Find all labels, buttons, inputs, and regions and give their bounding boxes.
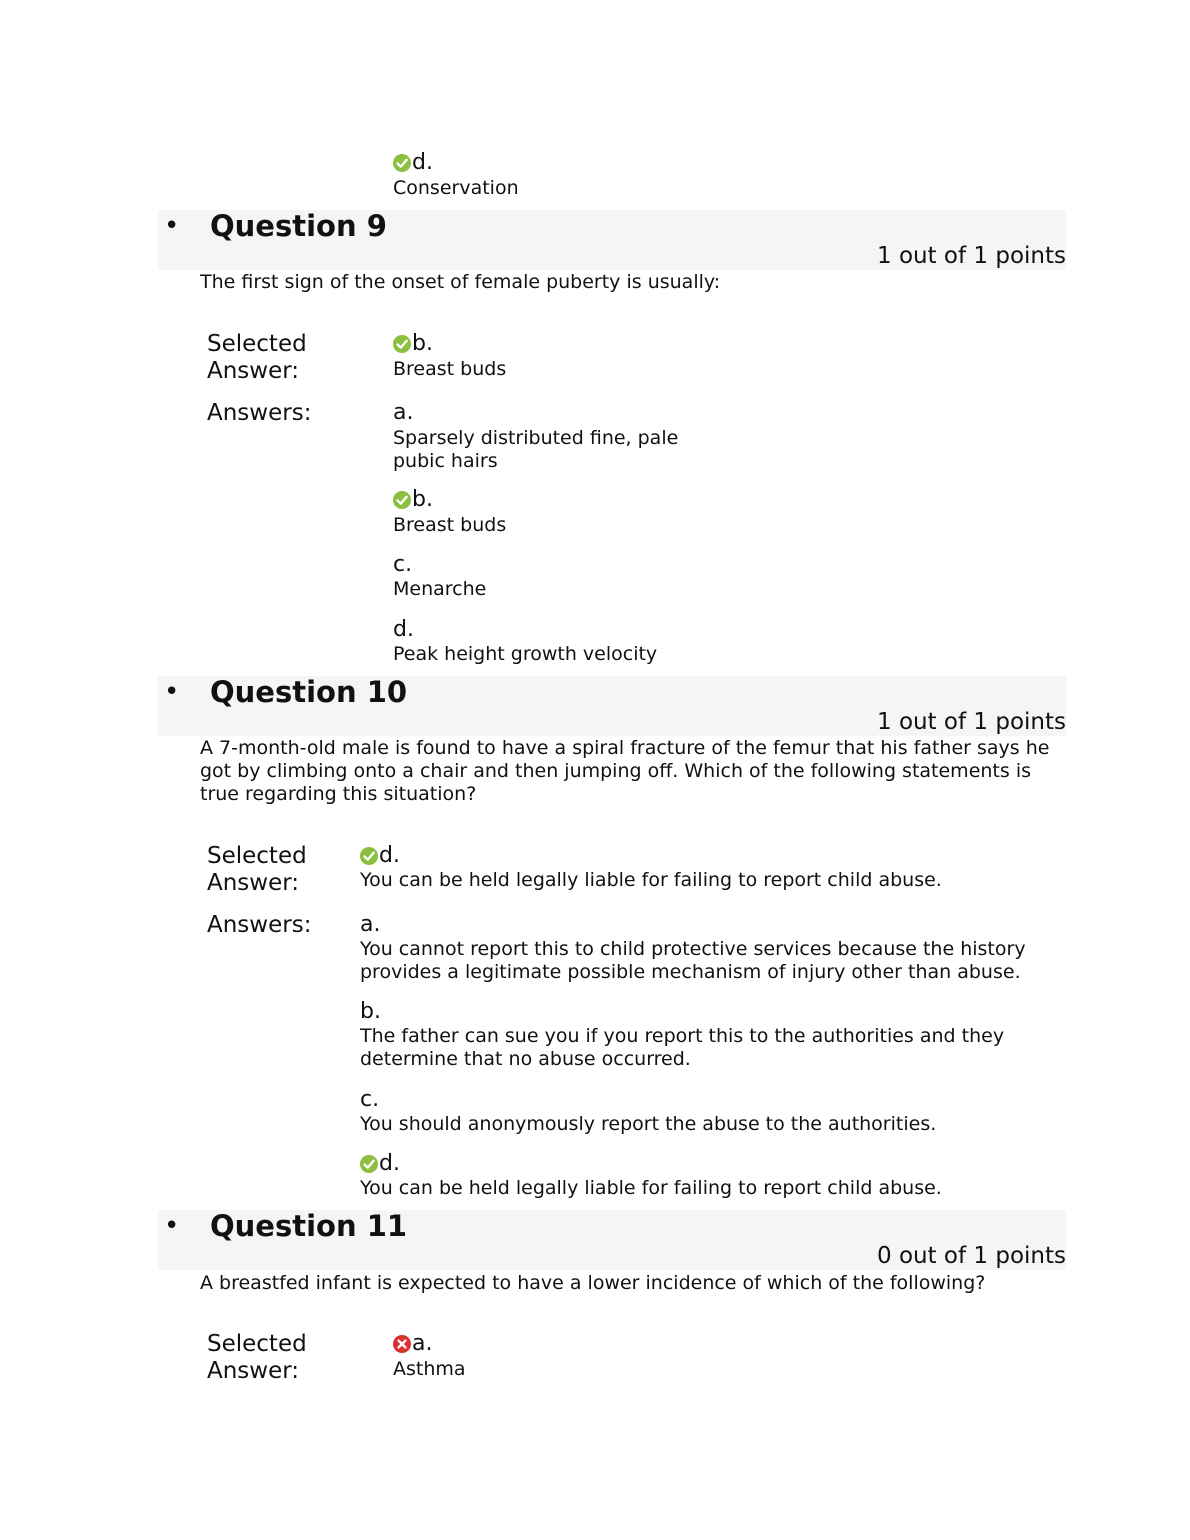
answer-option-c: c. [393, 552, 413, 577]
question-points: 0 out of 1 points [877, 1243, 1066, 1269]
answer-letter: d. [412, 150, 433, 175]
question-points: 1 out of 1 points [877, 243, 1066, 269]
selected-answer-text: Breast buds [393, 358, 507, 380]
selected-answer-label: Selected Answer: [207, 331, 307, 384]
check-circle-icon [360, 1155, 378, 1173]
answer-option-d: d. [393, 617, 414, 642]
check-circle-icon [393, 154, 411, 172]
answer-text: Peak height growth velocity [393, 643, 658, 665]
answer-text: Breast buds [393, 514, 507, 536]
check-circle-icon [393, 335, 411, 353]
question-title: Question 10 [210, 675, 408, 709]
selected-answer-option [360, 843, 400, 869]
answer-letter: b. [412, 331, 433, 356]
selected-answer-option [393, 331, 433, 357]
answer-option-c: c. [360, 1087, 380, 1112]
selected-answer-text: Asthma [393, 1358, 466, 1380]
selected-answer-text: You can be held legally liable for failing to report child abuse. [360, 869, 942, 891]
question-title: Question 9 [210, 209, 387, 243]
answer-text: Conservation [393, 177, 519, 199]
question-points: 1 out of 1 points [877, 709, 1066, 735]
answer-text: You can be held legally liable for failing to report child abuse. [360, 1177, 942, 1199]
answer-option-d [393, 150, 433, 176]
list-bullet: • [164, 677, 180, 707]
answer-text: Menarche [393, 578, 487, 600]
list-bullet: • [164, 211, 180, 241]
question-text: A 7-month-old male is found to have a spiral fracture of the femur that his father says he got by climbing onto a chair and then jumping off. Which of the following statements is true regarding this situation? [200, 737, 1050, 805]
answer-option-b: b. [360, 999, 381, 1024]
answer-letter: d. [379, 1151, 400, 1176]
check-circle-icon [393, 491, 411, 509]
selected-answer-label: Selected Answer: [207, 843, 307, 896]
answer-letter: a. [412, 1331, 433, 1356]
answer-option-a: a. [360, 912, 381, 937]
question-title: Question 11 [210, 1209, 408, 1243]
selected-answer-option [393, 1331, 432, 1357]
answer-letter: d. [379, 843, 400, 868]
answer-text: You should anonymously report the abuse to the authorities. [360, 1113, 937, 1135]
answer-letter: b. [412, 487, 433, 512]
answers-label: Answers: [207, 912, 312, 938]
answer-option-a: a. [393, 400, 414, 425]
answer-text: Sparsely distributed fine, pale pubic hairs [393, 427, 679, 472]
question-header-9 [158, 210, 1066, 270]
answers-label: Answers: [207, 400, 312, 426]
question-header-11 [158, 1210, 1066, 1270]
answer-text: The father can sue you if you report this to the authorities and they determine that no abuse occurred. [360, 1025, 1005, 1070]
question-header-10 [158, 676, 1066, 736]
question-text: The first sign of the onset of female puberty is usually: [200, 271, 721, 293]
answer-option-b [393, 487, 433, 513]
x-circle-icon [393, 1335, 411, 1353]
question-text: A breastfed infant is expected to have a lower incidence of which of the following? [200, 1272, 986, 1294]
list-bullet: • [164, 1211, 180, 1241]
answer-option-d [360, 1151, 400, 1177]
check-circle-icon [360, 847, 378, 865]
selected-answer-label: Selected Answer: [207, 1331, 307, 1384]
answer-text: You cannot report this to child protective services because the history provides a legitimate possible mechanism of injury other than abuse. [360, 938, 1026, 983]
